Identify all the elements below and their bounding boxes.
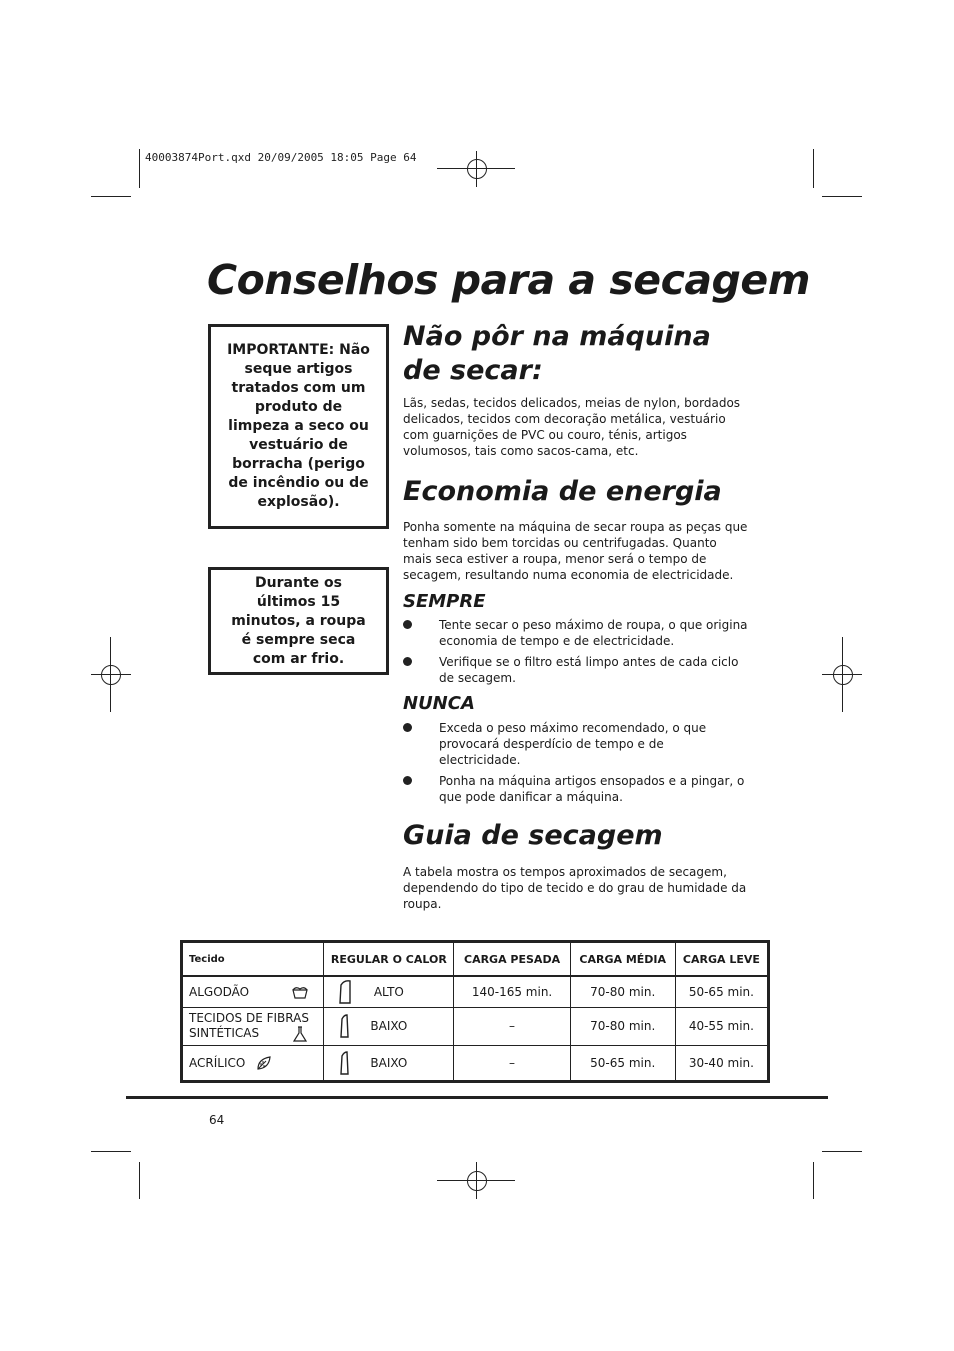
heading-guia: Guia de secagem [403,820,663,851]
header-carga-media: CARGA MÉDIA [570,942,675,977]
light-load-cell: 30-40 min. [675,1045,768,1081]
table-row [182,1007,769,1045]
flask-icon [291,1025,309,1043]
heavy-load-cell: – [454,1007,570,1045]
list-item: Verifique se o filtro está limpo antes de cada ciclo de secagem. [403,654,748,686]
bullet-icon [403,723,412,732]
medium-load-cell: 70-80 min. [570,1007,675,1045]
heading-nao-por: Não pôr na máquina de secar: [403,321,711,386]
list-item: Tente secar o peso máximo de roupa, o que origina economia de tempo e de electricidade. [403,617,748,649]
header-regular-calor: REGULAR O CALOR [324,942,454,977]
light-load-cell: 50-65 min. [675,976,768,1007]
cool-air-note-box: Durante os últimos 15 minutos, a roupa é sempre seca com ar frio. [208,567,389,675]
header-tecido: Tecido [182,942,324,977]
medium-load-cell: 50-65 min. [570,1045,675,1081]
bullet-icon [403,620,412,629]
fabric-cell: ACRÍLICO [182,1045,324,1081]
fabric-cell: ALGODÃO [182,976,324,1007]
nunca-list [403,720,748,810]
economia-text: Ponha somente na máquina de secar roupa as peças que tenham sido bem torcidas ou centrifugadas. Quanto mais seca estiver a roupa, menor será o tempo de secagem, resultando numa economia de electricidade. [403,520,748,582]
page-title: Conselhos para a secagem [207,256,810,304]
heat-cell: BAIXO [324,1045,454,1081]
list-item: Ponha na máquina artigos ensopados e a pingar, o que pode danificar a máquina. [403,773,748,805]
medium-load-cell: 70-80 min. [570,976,675,1007]
footer-rule [126,1096,828,1099]
nao-por-text: Lãs, sedas, tecidos delicados, meias de nylon, bordados delicados, tecidos com decoração metálica, vestuário com guarnições de PVC ou couro, ténis, artigos volumosos, tais como sacos-cama, etc. [403,396,741,458]
iron-icon [338,1013,352,1039]
table-row [182,1045,769,1081]
heat-cell: BAIXO [324,1007,454,1045]
heading-sempre: SEMPRE [403,591,486,612]
iron-icon [338,979,352,1005]
header-carga-pesada: CARGA PESADA [454,942,570,977]
bullet-icon [403,776,412,785]
light-load-cell: 40-55 min. [675,1007,768,1045]
heading-economia: Economia de energia [403,476,722,507]
print-slug: 40003874Port.qxd 20/09/2005 18:05 Page 64 [145,151,417,164]
list-item: Exceda o peso máximo recomendado, o que provocará desperdício de tempo e de electricidade. [403,720,748,768]
guia-text: A tabela mostra os tempos aproximados de secagem, dependendo do tipo de tecido e do grau de humidade da roupa. [403,865,747,911]
fabric-cell: TECIDOS DE FIBRAS SINTÉTICAS [182,1007,324,1045]
heavy-load-cell: – [454,1045,570,1081]
table-header-row [182,942,769,977]
sempre-list [403,617,748,691]
leaf-icon [255,1054,273,1072]
bullet-icon [403,657,412,666]
tub-icon [291,983,309,1001]
heavy-load-cell: 140-165 min. [454,976,570,1007]
drying-guide-table [180,940,770,1083]
header-carga-leve: CARGA LEVE [675,942,768,977]
table-row [182,976,769,1007]
heat-cell: ALTO [324,976,454,1007]
iron-icon [338,1050,352,1076]
page-number: 64 [209,1113,225,1127]
heading-nunca: NUNCA [403,693,475,714]
important-warning-box: IMPORTANTE: Não seque artigos tratados com um produto de limpeza a seco ou vestuário de borracha (perigo de incêndio ou de explosão). [208,324,389,529]
